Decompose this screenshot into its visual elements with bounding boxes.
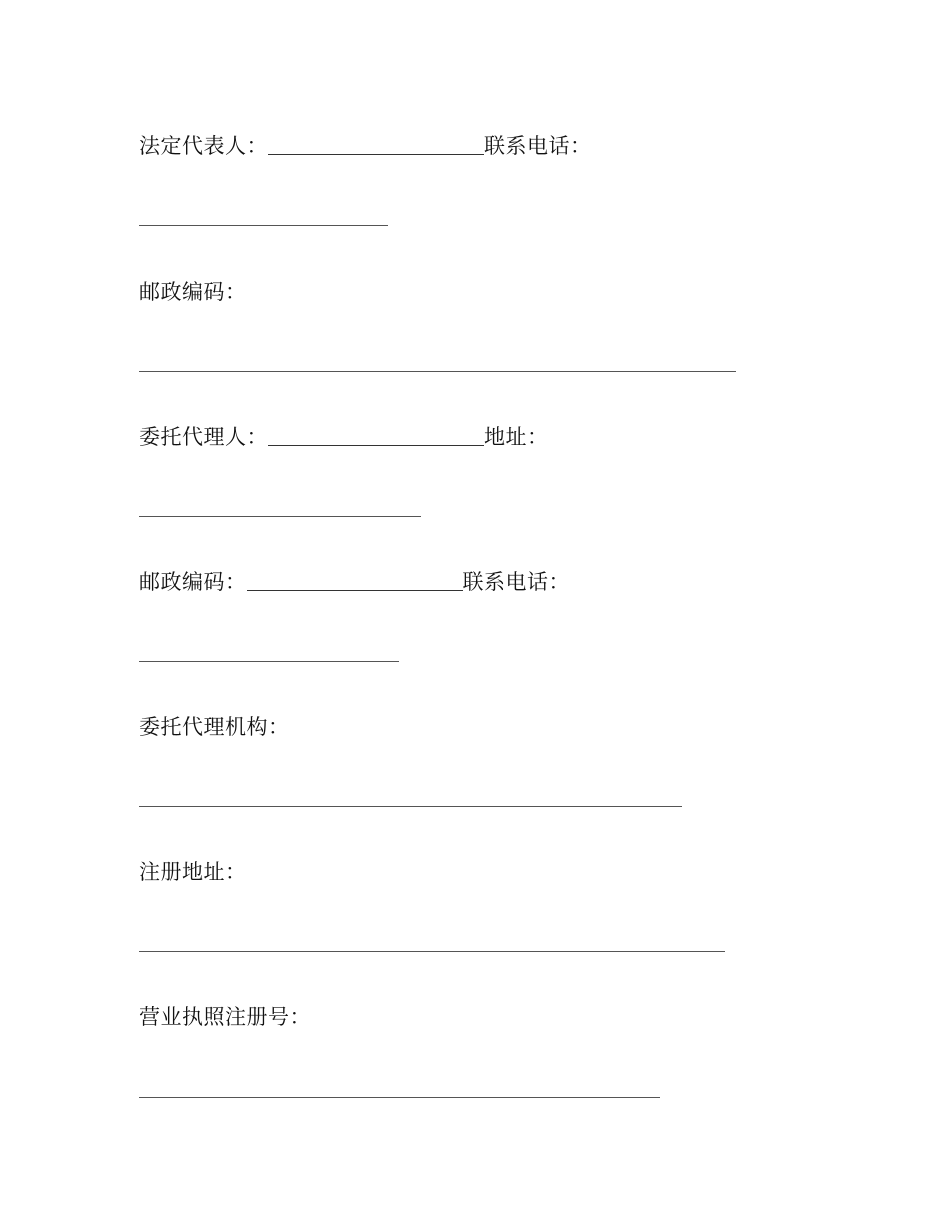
postal-code-label-2: 邮政编码：	[139, 570, 247, 594]
agency-blank[interactable]	[139, 806, 682, 807]
registered-address-row	[139, 856, 247, 884]
agent-phone-label: 联系电话：	[462, 570, 570, 594]
legal-rep-phone-blank[interactable]	[139, 225, 388, 226]
registered-address-label: 注册地址：	[139, 860, 247, 884]
legal-rep-label: 法定代表人：	[139, 134, 268, 158]
agent-phone-blank[interactable]	[139, 661, 399, 662]
business-license-row	[139, 1001, 311, 1029]
postal-code-row-1	[139, 276, 247, 304]
legal-rep-blank[interactable]	[268, 154, 484, 155]
legal-rep-phone-label: 联系电话：	[484, 134, 592, 158]
postal-code-blank-2[interactable]	[247, 590, 463, 591]
agency-row	[139, 711, 290, 739]
registered-address-blank[interactable]	[139, 951, 725, 952]
agent-address-label: 地址：	[484, 425, 549, 449]
agent-blank[interactable]	[268, 445, 484, 446]
postal-code-row-2	[139, 566, 570, 594]
postal-code-blank-1[interactable]	[139, 371, 736, 372]
postal-code-label-1: 邮政编码：	[139, 280, 247, 304]
agent-row	[139, 421, 549, 449]
agent-address-blank[interactable]	[139, 516, 421, 517]
legal-rep-row	[139, 130, 592, 158]
business-license-label: 营业执照注册号：	[139, 1005, 311, 1029]
agency-label: 委托代理机构：	[139, 715, 290, 739]
business-license-blank[interactable]	[139, 1097, 660, 1098]
agent-label: 委托代理人：	[139, 425, 268, 449]
